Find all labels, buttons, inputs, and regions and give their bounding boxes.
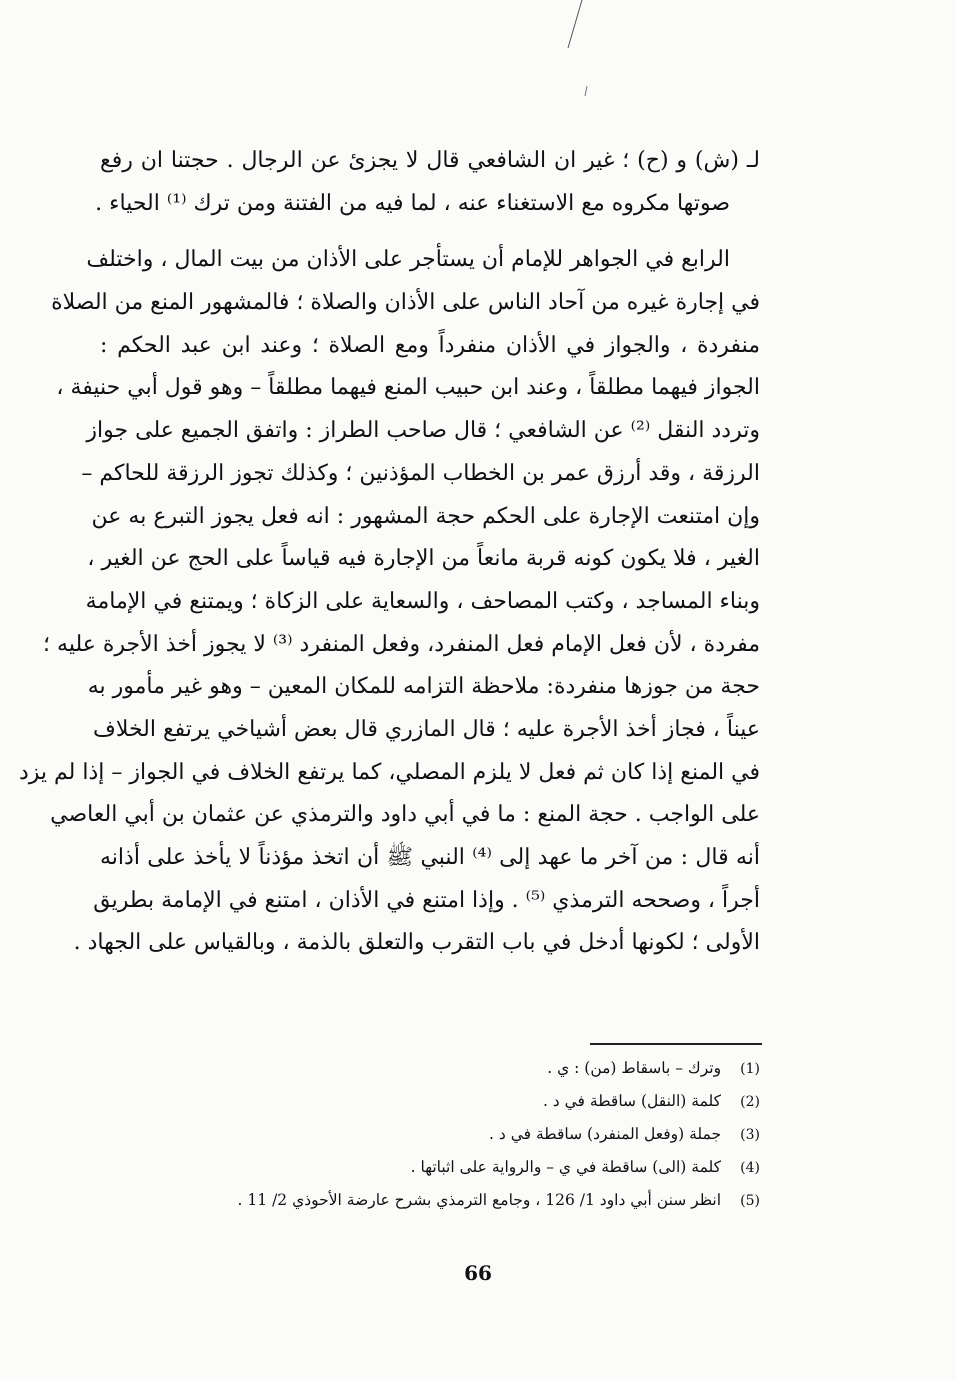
text-line: وإن امتنعت الإجارة على الحكم حجة المشهور : انه فعل يجوز التبرع به عن — [91, 503, 760, 529]
text-line: أنه قال : من آخر ما عهد إلى ⁽⁴⁾ النبي ﷺ أن اتخذ مؤذناً لا يأخذ على أذانه — [100, 845, 760, 870]
footnote-text: جملة (وفعل المنفرد) ساقطة في د . — [489, 1125, 722, 1143]
page-number: 66 — [464, 1261, 492, 1285]
text-line: الغير ، فلا يكون كونه قربة مانعاً من الإجارة فيه قياساً على الحج عن الغير ، — [87, 546, 760, 572]
footnote-number: (3) — [740, 1127, 760, 1143]
body-text — [18, 140, 760, 965]
footnote-number: (5) — [740, 1193, 760, 1209]
footnote-5 — [120, 1184, 760, 1217]
footnote-number: (2) — [740, 1094, 760, 1110]
text-line: صوتها مكروه مع الاستغناء عنه ، لما فيه من الفتنة ومن ترك ⁽¹⁾ الحياء . — [95, 190, 730, 216]
footnotes — [120, 1052, 760, 1217]
text-line: الرزقة ، وقد أرزق عمر بن الخطاب المؤذنين ؛ وكذلك تجوز الرزقة للحاكم – — [81, 460, 760, 486]
footnote-text: كلمة (النقل) ساقطة في د . — [542, 1092, 722, 1110]
text-line: في المنع إذا كان ثم فعل لا يلزم المصلي، كما يرتفع الخلاف في الجواز – إذا لم يزد — [18, 759, 760, 785]
footnote-text: كلمة (الى) ساقطة في ي – والرواية على اثباتها . — [410, 1158, 722, 1176]
text-line: الأولى ؛ لكونها أدخل في باب التقرب والتعلق بالذمة ، وبالقياس على الجهاد . — [73, 930, 760, 956]
text-line: لـ (ش) و (ح) ؛ غير ان الشافعي قال لا يجزئ عن الرجال . حجتنا ان رفع — [100, 148, 760, 173]
text-line: أجراً ، وصححه الترمذي ⁽⁵⁾ . وإذا امتنع في الأذان ، امتنع في الإمامة بطريق — [93, 887, 760, 913]
paragraph-1 — [95, 140, 760, 225]
text-line: مفردة ، لأن فعل الإمام فعل المنفرد، وفعل المنفرد ⁽³⁾ لا يجوز أخذ الأجرة عليه ؛ — [43, 631, 760, 657]
text-line: منفردة ، والجواز في الأذان منفرداً ومع الصلاة ؛ وعند ابن عبد الحكم : — [100, 332, 760, 358]
footnote-number: (4) — [740, 1160, 760, 1176]
text-line: على الواجب . حجة المنع : ما في أبي داود والترمذي عن عثمان بن أبي العاصي — [50, 802, 760, 828]
footnote-separator — [590, 1043, 762, 1045]
footnote-text: انظر سنن أبي داود 1/ 126 ، وجامع الترمذي بشرح عارضة الأحوذي 2/ 11 . — [237, 1191, 722, 1209]
text-line: وبناء المساجد ، وكتب المصاحف ، والسعاية على الزكاة ؛ ويمتنع في الإمامة — [85, 588, 760, 614]
stray-pen-mark — [560, 0, 600, 100]
text-line: في إجارة غيره من آحاد الناس على الأذان والصلاة ؛ فالمشهور المنع من الصلاة — [51, 290, 760, 316]
text-line: الجواز فيهما مطلقاً ، وعند ابن حبيب المنع فيهما مطلقاً – وهو قول أبي حنيفة ، — [56, 375, 760, 401]
footnote-1 — [120, 1052, 760, 1085]
text-line: عيناً ، فجاز أخذ الأجرة عليه ؛ قال المازري قال بعض أشياخي يرتفع الخلاف — [93, 716, 760, 742]
text-line: وتردد النقل ⁽²⁾ عن الشافعي ؛ قال صاحب الطراز : واتفق الجميع على جواز — [86, 418, 760, 444]
text-line: الرابع في الجواهر للإمام أن يستأجر على الأذان من بيت المال ، واختلف — [86, 247, 730, 273]
footnote-text: وترك – باسقاط (من) : ي . — [547, 1059, 722, 1077]
paragraph-2 — [18, 239, 760, 965]
footnote-2 — [120, 1085, 760, 1118]
footnote-3 — [120, 1118, 760, 1151]
footnote-number: (1) — [740, 1061, 760, 1077]
footnote-4 — [120, 1151, 760, 1184]
text-line: حجة من جوزها منفردة: ملاحظة التزامه للمكان المعين – وهو غير مأمور به — [87, 674, 760, 700]
